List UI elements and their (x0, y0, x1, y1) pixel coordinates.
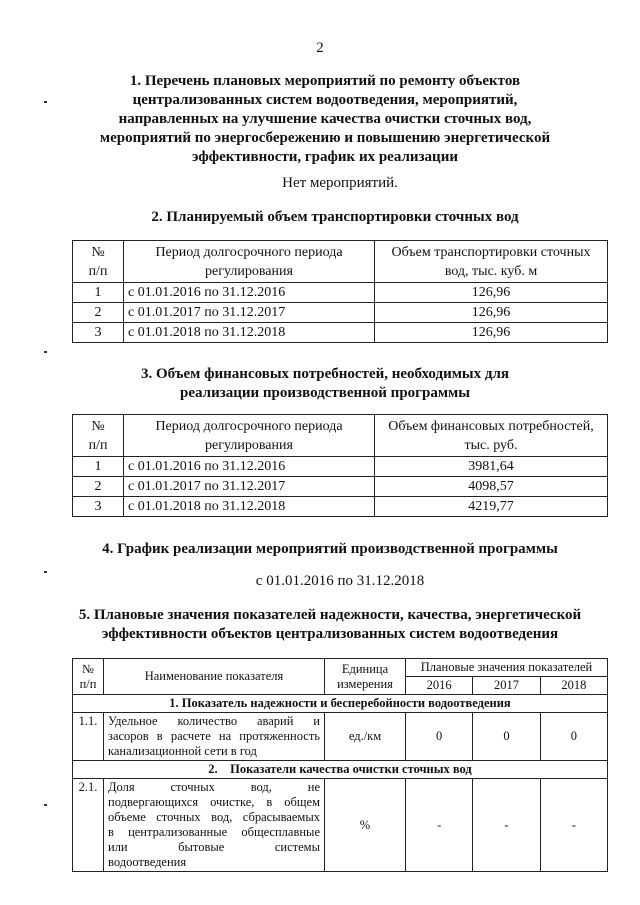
scan-mark (44, 571, 47, 573)
section4-title: 4. График реализации мероприятий производственной программы (102, 541, 558, 557)
section1-note: Нет мероприятий. (282, 175, 398, 191)
table-row: 3 с 01.01.2018 по 31.12.2018 126,96 (73, 323, 608, 343)
scan-mark (44, 804, 47, 806)
indicator-name: Доля сточных вод, не подвергающихся очистке, в общем объеме сточных вод, сбрасываемых в централизованные общесплавные или бытовые системы водоотведения (104, 779, 325, 872)
scan-mark (44, 101, 47, 103)
table-row: 2 с 01.01.2017 по 31.12.2017 4098,57 (73, 477, 608, 497)
transport-volume-table (72, 240, 608, 343)
header-planned-values: Плановые значения показателей (406, 659, 608, 677)
header-year-2017: 2017 (473, 677, 540, 695)
group-reliability: 1. Показатель надежности и бесперебойности водоотведения (73, 695, 608, 713)
financial-needs-table (72, 414, 608, 517)
indicators-table (72, 658, 608, 872)
header-unit: Единица измерения (325, 659, 406, 695)
section1-title: 1. Перечень плановых мероприятий по ремонту объектов централизованных систем водоотведения, мероприятий, направленных на улучшение качества очистки сточных вод, мероприятий по энергосбережению и повышению энергетической эффективности, график их реализации (99, 73, 551, 165)
table-row: 2 с 01.01.2017 по 31.12.2017 126,96 (73, 303, 608, 323)
header-year-2018: 2018 (540, 677, 607, 695)
table-row: 1.1. Удельное количество аварий и засоров в расчете на протяженность канализационной сети в год ед./км 0 0 0 (73, 713, 608, 761)
section4-period: с 01.01.2016 по 31.12.2018 (255, 573, 425, 589)
page-number: 2 (316, 40, 324, 56)
header-num: № п/п (73, 659, 104, 695)
header-indicator-name: Наименование показателя (104, 659, 325, 695)
header-year-2016: 2016 (406, 677, 473, 695)
header-volume: Объем транспортировки сточных вод, тыс. куб. м (375, 241, 608, 283)
header-num: № п/п (73, 415, 124, 457)
table-row: 2.1. Доля сточных вод, не подвергающихся очистке, в общем объеме сточных вод, сбрасываемых в централизованные общесплавные или бытовые системы водоотведения % - - - (73, 779, 608, 872)
section5-title: 5. Плановые значения показателей надежности, качества, энергетической эффективности объектов централизованных систем водоотведения (78, 607, 582, 642)
section3-title: 3. Объем финансовых потребностей, необходимых для реализации производственной программы (140, 366, 510, 401)
scan-mark (44, 351, 47, 353)
header-period: Период долгосрочного периода регулирования (124, 415, 375, 457)
group-treatment-quality: 2. Показатели качества очистки сточных вод (73, 761, 608, 779)
header-num: № п/п (73, 241, 124, 283)
header-financial: Объем финансовых потребностей, тыс. руб. (375, 415, 608, 457)
header-period: Период долгосрочного периода регулирования (124, 241, 375, 283)
indicator-name: Удельное количество аварий и засоров в расчете на протяженность канализационной сети в год (104, 713, 325, 761)
table-row: 1 с 01.01.2016 по 31.12.2016 126,96 (73, 283, 608, 303)
table-row: 1 с 01.01.2016 по 31.12.2016 3981,64 (73, 457, 608, 477)
table-row: 3 с 01.01.2018 по 31.12.2018 4219,77 (73, 497, 608, 517)
section2-title: 2. Планируемый объем транспортировки сточных вод (151, 209, 519, 225)
